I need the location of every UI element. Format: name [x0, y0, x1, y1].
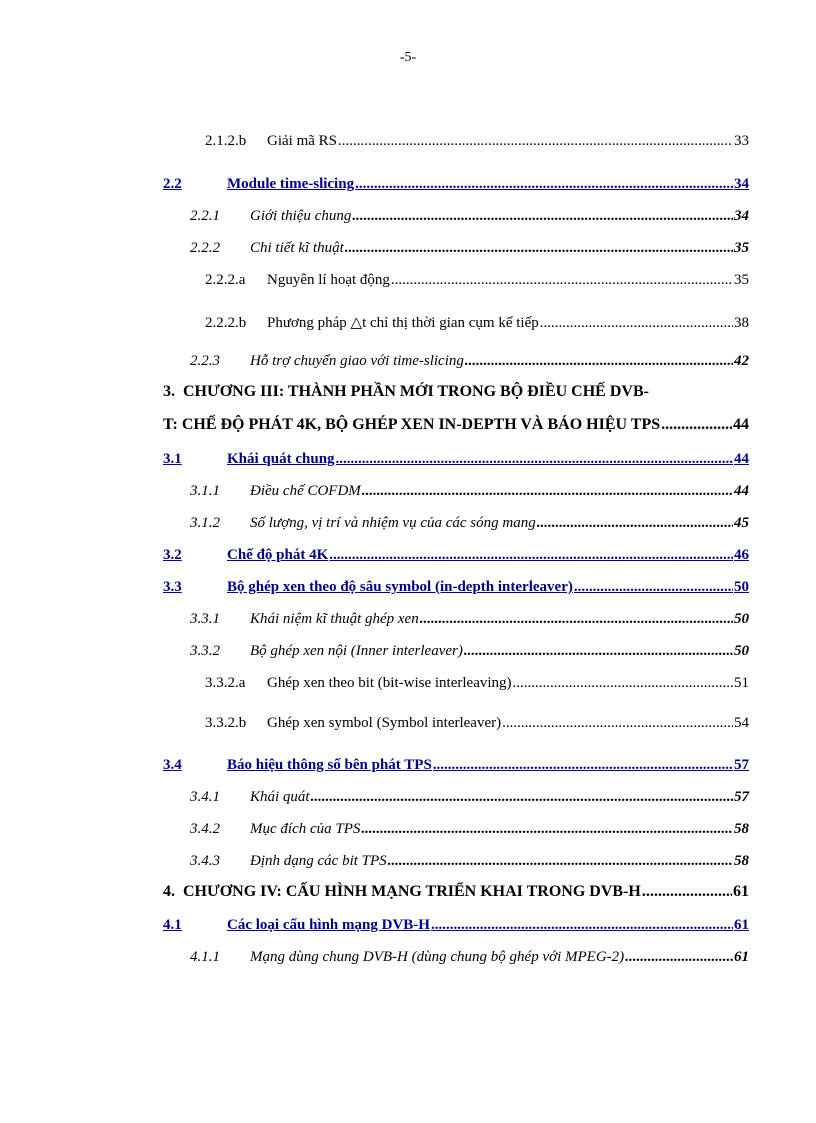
toc-title: Hỗ trợ chuyển giao với time-slicing	[250, 353, 464, 369]
toc-number: 4.	[163, 883, 175, 900]
toc-number: 3.4	[163, 757, 182, 773]
toc-number: 3.3.2	[190, 643, 220, 659]
toc-entry-3-3-2-b[interactable]	[205, 715, 749, 732]
toc-number: 3.4.3	[190, 853, 220, 869]
toc-entry-3-4-2[interactable]	[190, 821, 749, 838]
toc-title-line2: T: CHẾ ĐỘ PHÁT 4K, BỘ GHÉP XEN IN-DEPTH VÀ BÁO HIỆU TPS	[163, 416, 661, 433]
toc-title: Khái quát	[250, 789, 310, 805]
toc-entry-chapter-3[interactable]	[163, 383, 749, 401]
toc-leader	[311, 789, 733, 806]
toc-number: 2.2.2.b	[205, 315, 247, 331]
toc-page: 61	[734, 917, 749, 933]
toc-page: 34	[734, 176, 749, 192]
toc-title-line1: CHƯƠNG III: THÀNH PHẦN MỚI TRONG BỘ ĐIỀU CHẾ DVB-	[183, 383, 649, 400]
toc-page: 61	[733, 883, 749, 900]
toc-page: 57	[734, 757, 749, 773]
toc-leader	[362, 483, 733, 500]
toc-number: 3.1.1	[190, 483, 220, 499]
toc-number: 2.1.2.b	[205, 133, 247, 149]
toc-number: 3.4.2	[190, 821, 220, 837]
toc-number: 3.2	[163, 547, 182, 563]
toc-entry-2-2-2-b[interactable]	[205, 313, 749, 332]
toc-title: Bộ ghép xen nội (Inner interleaver)	[250, 643, 463, 659]
toc-title: Nguyên lí hoạt động	[267, 272, 390, 288]
toc-title: Các loại cấu hình mạng DVB-H	[227, 917, 430, 933]
toc-leader	[537, 515, 733, 532]
toc-entry-3-1-2[interactable]	[190, 515, 749, 532]
toc-leader	[513, 675, 733, 692]
toc-leader	[420, 611, 733, 628]
toc-page: 34	[734, 208, 749, 224]
toc-page: 35	[734, 240, 749, 256]
toc-leader	[388, 853, 733, 870]
toc-page: 44	[733, 416, 749, 433]
toc-number: 3.1	[163, 451, 182, 467]
toc-title: Số lượng, vị trí và nhiệm vụ của các sóng mang	[250, 515, 536, 531]
toc-title: CHƯƠNG IV: CẤU HÌNH MẠNG TRIỂN KHAI TRONG DVB-H	[183, 883, 641, 900]
toc-entry-2-2-2-a[interactable]	[205, 272, 749, 289]
toc-leader	[502, 715, 733, 732]
toc-leader	[391, 272, 733, 289]
toc-number: 3.3.1	[190, 611, 220, 627]
toc-title: Định dạng các bit TPS	[250, 853, 387, 869]
toc-title: Giới thiệu chung	[250, 208, 352, 224]
toc-page: 61	[734, 949, 749, 965]
toc-leader	[661, 416, 732, 434]
toc-number: 3.1.2	[190, 515, 220, 531]
toc-page: 33	[734, 133, 749, 149]
toc-page: 50	[734, 611, 749, 627]
toc-title: Chi tiết kĩ thuật	[250, 240, 344, 256]
toc-entry-3-3[interactable]	[163, 579, 749, 596]
toc-page: 58	[734, 821, 749, 837]
toc-page: 45	[734, 515, 749, 531]
toc-leader	[464, 643, 733, 660]
toc-entry-3-2[interactable]	[163, 547, 749, 564]
toc-title: Mạng dùng chung DVB-H (dùng chung bộ ghép với MPEG-2)	[250, 949, 625, 965]
toc-entry-4-1[interactable]	[163, 917, 749, 934]
toc-leader	[352, 208, 733, 225]
toc-entry-2-2[interactable]	[163, 176, 749, 193]
toc-title: Ghép xen theo bit (bit-wise interleaving)	[267, 675, 512, 691]
toc-entry-2-2-2[interactable]	[190, 240, 749, 257]
toc-title: Khái niệm kĩ thuật ghép xen	[250, 611, 419, 627]
toc-entry-chapter-3-line2[interactable]	[163, 416, 749, 434]
toc-entry-3-4-3[interactable]	[190, 853, 749, 870]
toc-title: Điều chế COFDM	[250, 483, 361, 499]
toc-leader	[345, 240, 733, 257]
toc-page: 46	[734, 547, 749, 563]
toc-number: 3.3.2.a	[205, 675, 246, 691]
toc-number: 2.2	[163, 176, 182, 192]
toc-leader	[433, 757, 733, 774]
toc-number: 4.1.1	[190, 949, 220, 965]
toc-leader	[642, 883, 732, 901]
toc-page: 50	[734, 579, 749, 595]
toc-leader	[355, 176, 733, 193]
toc-number: 3.4.1	[190, 789, 220, 805]
toc-entry-3-4[interactable]	[163, 757, 749, 774]
toc-page: 51	[734, 675, 749, 691]
toc-entry-3-1[interactable]	[163, 451, 749, 468]
toc-entry-3-1-1[interactable]	[190, 483, 749, 500]
toc-entry-3-3-1[interactable]	[190, 611, 749, 628]
toc-entry-chapter-4[interactable]	[163, 883, 749, 901]
toc-leader	[625, 949, 733, 966]
toc-title: Bộ ghép xen theo độ sâu symbol (in-depth interleaver)	[227, 579, 573, 595]
toc-page: 57	[734, 789, 749, 805]
toc-page: 54	[734, 715, 749, 731]
toc-number: 3.3	[163, 579, 182, 595]
toc-number: 3.	[163, 383, 175, 400]
toc-title: Chế độ phát 4K	[227, 547, 329, 563]
toc-leader	[540, 315, 733, 332]
toc-leader	[574, 579, 733, 596]
toc-page: 58	[734, 853, 749, 869]
toc-leader	[361, 821, 733, 838]
toc-page: 38	[734, 315, 749, 331]
toc-number: 2.2.3	[190, 353, 220, 369]
toc-number: 4.1	[163, 917, 182, 933]
toc-number: 2.2.2	[190, 240, 220, 256]
toc-page: 42	[734, 353, 749, 369]
toc-page: 35	[734, 272, 749, 288]
toc-entry-2-2-1[interactable]	[190, 208, 749, 225]
toc-number: 2.2.2.a	[205, 272, 246, 288]
toc-leader	[465, 353, 733, 370]
toc-leader	[338, 133, 733, 150]
toc-leader	[329, 547, 733, 564]
toc-title: Mục đích của TPS	[250, 821, 361, 837]
toc-title: Ghép xen symbol (Symbol interleaver)	[267, 715, 502, 731]
toc-number: 3.3.2.b	[205, 715, 247, 731]
toc-leader	[336, 451, 733, 468]
toc-entry-3-3-2[interactable]	[190, 643, 749, 660]
toc-page: 44	[734, 483, 749, 499]
toc-entry-2-2-3[interactable]	[190, 353, 749, 370]
toc-title: Giải mã RS	[267, 133, 337, 149]
toc-title: Phương pháp △t chỉ thị thời gian cụm kế tiếp	[267, 315, 539, 331]
toc-entry-4-1-1[interactable]	[190, 949, 749, 966]
toc-entry-3-4-1[interactable]	[190, 789, 749, 806]
page-number: -5-	[399, 50, 417, 65]
toc-title: Khái quát chung	[227, 451, 335, 467]
toc-title: Báo hiệu thông số bên phát TPS	[227, 757, 432, 773]
toc-page: 50	[734, 643, 749, 659]
toc-number: 2.2.1	[190, 208, 220, 224]
toc-page: 44	[734, 451, 749, 467]
toc-entry-3-3-2-a[interactable]	[205, 675, 749, 692]
toc-title: Module time-slicing	[227, 176, 355, 192]
toc-entry-2-1-2-b[interactable]	[205, 133, 749, 150]
toc-leader	[431, 917, 733, 934]
